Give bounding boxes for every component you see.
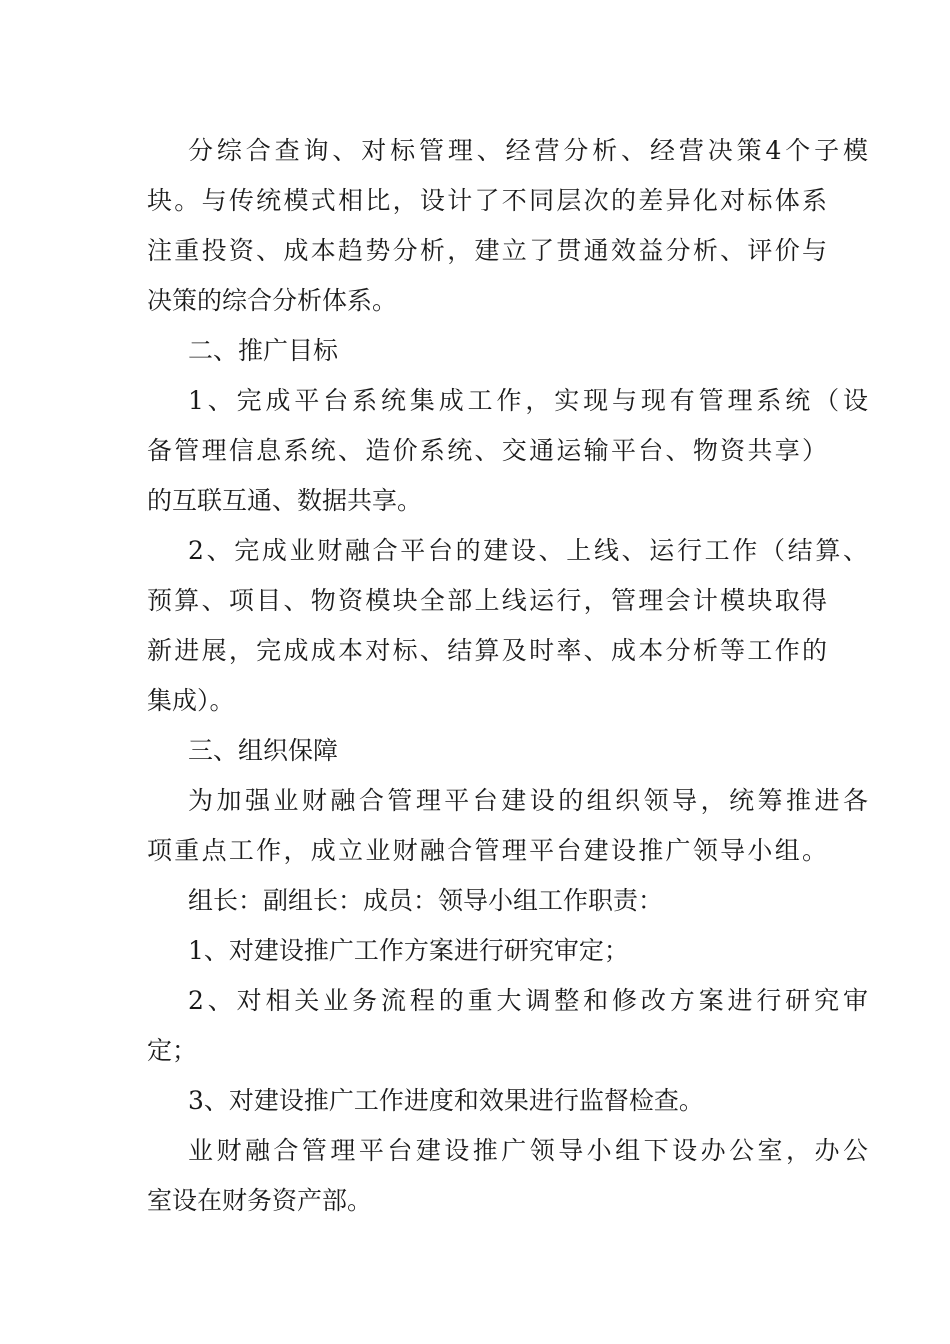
section-heading: 三、组织保障 (188, 736, 339, 765)
paragraph-line: 备管理信息系统、造价系统、交通运输平台、物资共享） (147, 436, 827, 465)
paragraph-line: 新进展，完成成本对标、结算及时率、成本分析等工作的 (147, 636, 827, 665)
paragraph-line: 组长：副组长：成员：领导小组工作职责： (188, 886, 664, 915)
paragraph-line: 块。与传统模式相比，设计了不同层次的差异化对标体系 (147, 186, 827, 215)
paragraph-line: 为加强业财融合管理平台建设的组织领导，统筹推进各 (188, 786, 868, 815)
paragraph-line: 注重投资、成本趋势分析，建立了贯通效益分析、评价与 (147, 236, 827, 265)
list-item: 3、对建设推广工作进度和效果进行监督检查。 (188, 1086, 704, 1115)
list-item: 1、对建设推广工作方案进行研究审定； (188, 936, 629, 965)
paragraph-line: 决策的综合分析体系。 (147, 286, 398, 315)
paragraph-line: 项重点工作，成立业财融合管理平台建设推广领导小组。 (147, 836, 827, 865)
list-item: 定； (147, 1036, 198, 1065)
paragraph-line: 室设在财务资产部。 (147, 1186, 373, 1215)
list-item: 2、对相关业务流程的重大调整和修改方案进行研究审 (188, 986, 868, 1015)
paragraph-line: 集成）。 (147, 686, 235, 715)
paragraph-line: 分综合查询、对标管理、经营分析、经营决策4个子模 (188, 136, 868, 165)
paragraph-line: 的互联互通、数据共享。 (147, 486, 423, 515)
section-heading: 二、推广目标 (188, 336, 339, 365)
paragraph-line: 业财融合管理平台建设推广领导小组下设办公室，办公 (188, 1136, 868, 1165)
paragraph-line: 1、完成平台系统集成工作，实现与现有管理系统（设 (188, 386, 868, 415)
paragraph-line: 2、完成业财融合平台的建设、上线、运行工作（结算、 (188, 536, 868, 565)
paragraph-line: 预算、项目、物资模块全部上线运行，管理会计模块取得 (147, 586, 827, 615)
